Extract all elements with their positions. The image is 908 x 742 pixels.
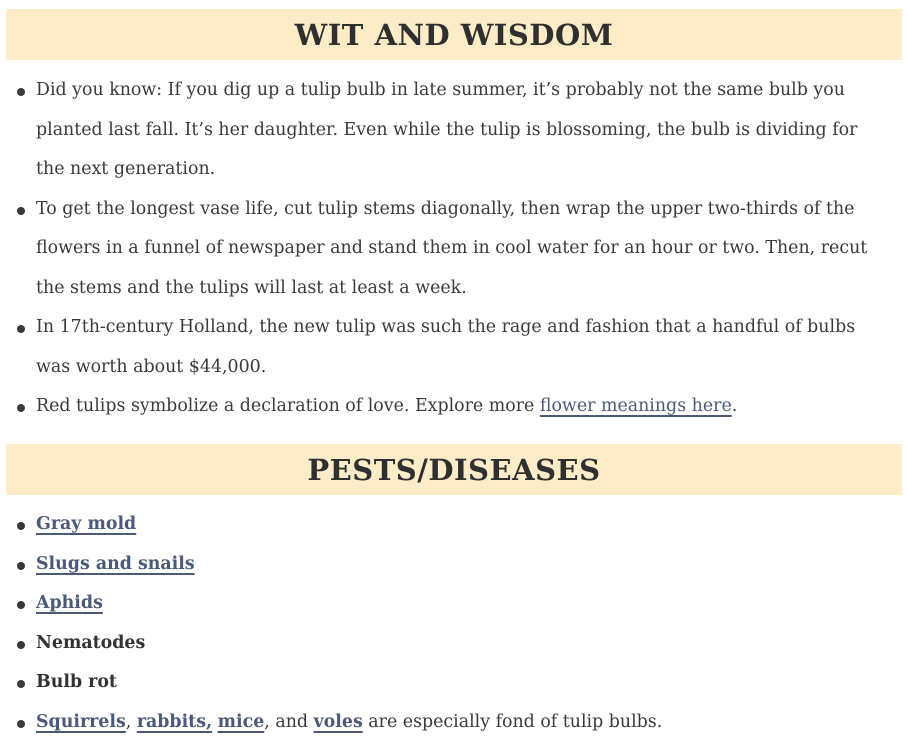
list-item (0, 584, 908, 624)
list-item (0, 703, 908, 742)
tip-text: To get the longest vase life, cut tulip stems diagonally, then wrap the upper two-thirds of the flowers in a funnel of newspaper and stand them in cool water for an hour or two. Then, recut the stems and the tulips will last at least a week. (36, 199, 867, 298)
tip-text-end: . (732, 396, 738, 416)
bulb-rot-text: Bulb rot (36, 672, 117, 692)
list-item (0, 190, 908, 309)
voles-link[interactable]: voles (314, 712, 363, 732)
section-header-wit-and-wisdom (6, 9, 902, 60)
list-item (0, 545, 908, 585)
aphids-link[interactable]: Aphids (36, 593, 103, 613)
flower-meanings-link[interactable]: flower meanings here (540, 396, 732, 416)
section-title: PESTS/DISEASES (307, 453, 600, 487)
list-item (0, 308, 908, 387)
separator-text: , and (264, 712, 313, 732)
rabbits-link[interactable]: rabbits, (137, 712, 212, 732)
section-title: WIT AND WISDOM (295, 18, 614, 52)
tip-text: Did you know: If you dig up a tulip bulb in late summer, it’s probably not the same bulb you planted last fall. It’s her daughter. Even while the tulip is blossoming, the bulb is dividing for the next generation. (36, 80, 857, 179)
squirrels-link[interactable]: Squirrels (36, 712, 126, 732)
section-header-pests-diseases (6, 444, 902, 495)
mice-link[interactable]: mice (218, 712, 265, 732)
tip-text: Red tulips symbolize a declaration of love. Explore more (36, 396, 540, 416)
tip-text: In 17th-century Holland, the new tulip was such the rage and fashion that a handful of bulbs was worth about $44,000. (36, 317, 855, 377)
separator-text: , (126, 712, 137, 732)
list-item (0, 387, 908, 427)
gray-mold-link[interactable]: Gray mold (36, 514, 136, 534)
pests-diseases-list (0, 505, 908, 742)
list-item (0, 505, 908, 545)
list-item (0, 663, 908, 703)
wit-and-wisdom-list (0, 71, 908, 427)
list-item (0, 71, 908, 190)
slugs-and-snails-link[interactable]: Slugs and snails (36, 554, 195, 574)
list-item (0, 624, 908, 664)
tail-text: are especially fond of tulip bulbs. (363, 712, 662, 732)
nematodes-text: Nematodes (36, 633, 145, 653)
